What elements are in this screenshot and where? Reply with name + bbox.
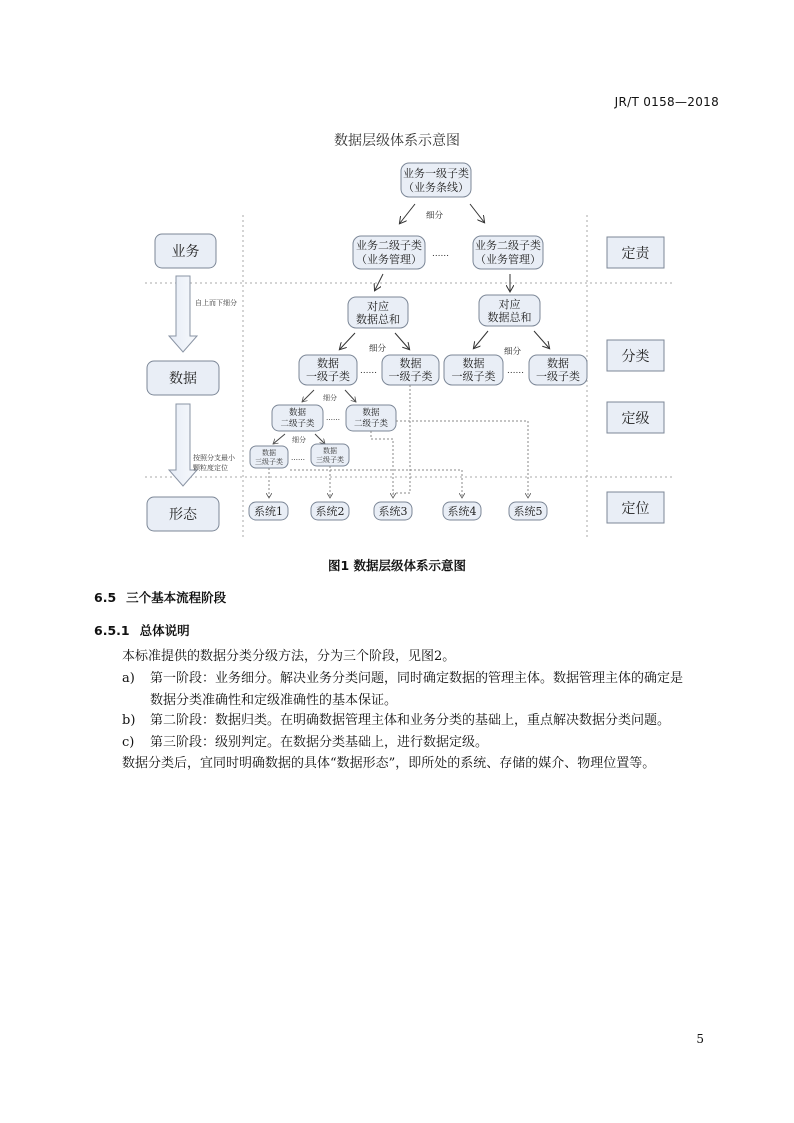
- system-1: [249, 502, 288, 520]
- svg-text:分类: 分类: [621, 349, 650, 365]
- svg-text:一级子类: 一级子类: [536, 370, 580, 383]
- node-data-level1-b: [382, 355, 439, 385]
- svg-text:形态: 形态: [169, 507, 197, 523]
- svg-text:定责: 定责: [621, 246, 650, 262]
- node-data-level3-a: [250, 446, 288, 468]
- hierarchy-diagram: [0, 0, 794, 560]
- ellipsis-3: ……: [507, 366, 524, 376]
- stage-dingze: [607, 237, 664, 268]
- svg-text:业务二级子类: 业务二级子类: [356, 239, 422, 252]
- page-number: 5: [696, 1032, 704, 1046]
- section-title: 总体说明: [139, 623, 190, 638]
- svg-text:定级: 定级: [621, 411, 650, 427]
- section-number: 6.5.1: [94, 623, 130, 638]
- ellipsis-2: ……: [360, 366, 377, 376]
- node-data-level1-d: [529, 355, 587, 385]
- min-granularity-label-2: 颗粒度定位: [193, 464, 228, 472]
- stage-fenlei: [607, 340, 664, 371]
- min-granularity-arrow: [169, 404, 197, 486]
- min-granularity-label-1: 按照分支最小: [193, 454, 235, 462]
- section-number: 6.5: [94, 590, 117, 605]
- system-3: [374, 502, 412, 520]
- node-data-level2-b: [346, 405, 396, 431]
- ellipsis-4: ……: [326, 414, 340, 422]
- top-down-arrow: [169, 276, 197, 352]
- svg-text:数据: 数据: [262, 449, 276, 457]
- svg-text:数据: 数据: [169, 371, 197, 387]
- system-5: [509, 502, 547, 520]
- system-4: [443, 502, 481, 520]
- ellipsis-5: ……: [291, 454, 305, 462]
- list-marker: c): [122, 735, 135, 750]
- stage-business: [155, 234, 216, 268]
- svg-text:三级子类: 三级子类: [255, 458, 283, 466]
- section-heading-6-5: [94, 588, 226, 606]
- section-title: 三个基本流程阶段: [126, 590, 227, 605]
- stage-dingwei: [607, 492, 664, 523]
- node-business-level2-a: [353, 236, 425, 269]
- ellipsis-1: ……: [432, 249, 449, 259]
- list-item-a: [122, 668, 722, 708]
- svg-text:（业务条线）: （业务条线）: [403, 181, 469, 194]
- node-data-level1-a: [299, 355, 357, 385]
- svg-text:一级子类: 一级子类: [451, 370, 496, 383]
- svg-text:系统5: 系统5: [513, 505, 543, 518]
- svg-text:数据: 数据: [317, 357, 339, 370]
- svg-text:数据总和: 数据总和: [487, 311, 532, 324]
- svg-text:数据: 数据: [362, 408, 380, 418]
- svg-text:一级子类: 一级子类: [388, 370, 433, 383]
- svg-text:二级子类: 二级子类: [353, 419, 389, 429]
- list-text-line-2: 数据分类准确性和定级准确性的基本保证。: [150, 693, 398, 708]
- svg-text:二级子类: 二级子类: [280, 419, 315, 429]
- subdivide-label-1: 细分: [426, 211, 444, 221]
- svg-text:系统3: 系统3: [378, 505, 408, 518]
- svg-text:数据: 数据: [547, 357, 569, 370]
- svg-text:数据: 数据: [323, 447, 337, 455]
- subdivide-label-4: 细分: [323, 394, 337, 402]
- top-down-label: 自上而下细分: [195, 299, 237, 307]
- svg-text:业务: 业务: [171, 244, 200, 260]
- document-code: JR/T 0158—2018: [614, 95, 719, 109]
- system-connectors: [269, 385, 528, 498]
- svg-text:业务二级子类: 业务二级子类: [475, 239, 541, 252]
- list-text-line-1: 第三阶段：级别判定。在数据分类基础上，进行数据定级。: [150, 735, 489, 750]
- list-text-line-1: 第二阶段：数据归类。在明确数据管理主体和业务分类的基础上，重点解决数据分类问题。: [150, 713, 671, 728]
- svg-text:数据: 数据: [462, 357, 485, 370]
- svg-text:对应: 对应: [498, 298, 521, 311]
- svg-text:数据总和: 数据总和: [356, 313, 400, 326]
- list-text-line-1: 第一阶段：业务细分。解决业务分类问题，同时确定数据的管理主体。数据管理主体的确定是: [150, 671, 684, 686]
- subdivide-label-5: 细分: [292, 436, 306, 444]
- list-marker: b): [122, 713, 136, 728]
- svg-text:系统2: 系统2: [315, 505, 345, 518]
- stage-dingji: [607, 402, 664, 433]
- node-business-level2-b: [473, 236, 543, 269]
- stage-form: [147, 497, 219, 531]
- list-item-b: [122, 710, 722, 732]
- svg-text:一级子类: 一级子类: [306, 370, 350, 383]
- intro-paragraph: 本标准提供的数据分类分级方法，分为三个阶段，见图2。: [122, 649, 456, 664]
- node-data-level1-c: [444, 355, 503, 385]
- svg-text:系统4: 系统4: [447, 505, 477, 518]
- subdivide-label-3: 细分: [504, 347, 522, 357]
- figure-caption: 图1 数据层级体系示意图: [327, 558, 467, 573]
- svg-text:三级子类: 三级子类: [316, 456, 344, 464]
- svg-text:系统1: 系统1: [254, 505, 283, 518]
- svg-text:业务一级子类: 业务一级子类: [403, 167, 469, 180]
- node-data-level2-a: [272, 405, 323, 431]
- node-data-summary-b: [479, 295, 540, 326]
- svg-text:定位: 定位: [621, 501, 650, 517]
- node-business-level1: [401, 163, 471, 197]
- svg-text:数据: 数据: [288, 408, 307, 418]
- closing-paragraph: 数据分类后，宜同时明确数据的具体“数据形态”，即所处的系统、存储的媒介、物理位置等。: [122, 756, 656, 771]
- svg-text:（业务管理）: （业务管理）: [356, 253, 422, 266]
- node-data-summary-a: [348, 297, 408, 328]
- subdivide-label-2: 细分: [369, 344, 387, 354]
- list-item-c: [122, 732, 722, 754]
- stage-data: [147, 361, 219, 395]
- svg-text:对应: 对应: [367, 300, 389, 313]
- figure-title: 数据层级体系示意图: [334, 133, 460, 149]
- section-heading-6-5-1: [94, 621, 190, 639]
- svg-text:（业务管理）: （业务管理）: [475, 253, 541, 266]
- list-marker: a): [122, 671, 135, 686]
- node-data-level3-b: [311, 444, 349, 466]
- svg-text:数据: 数据: [399, 357, 422, 370]
- system-2: [311, 502, 349, 520]
